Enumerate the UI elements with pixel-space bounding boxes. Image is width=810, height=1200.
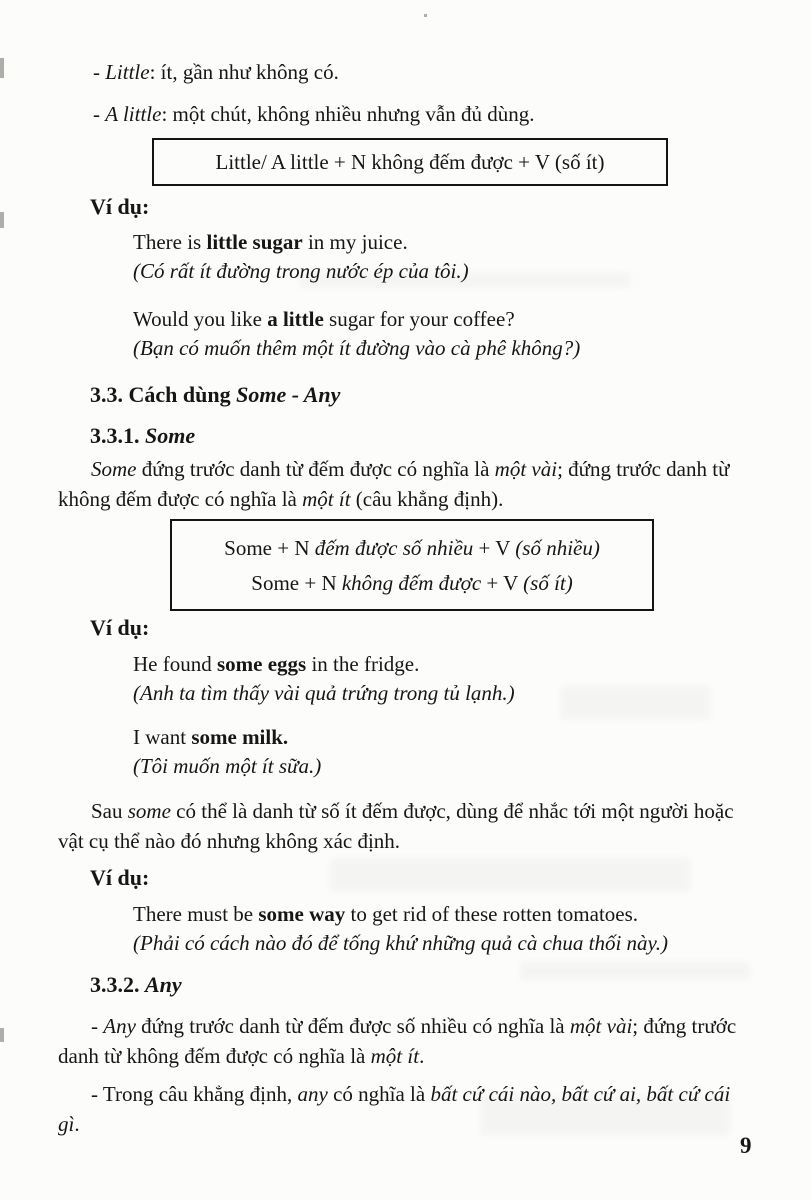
example-sentence: There must be some way to get rid of these rotten tomatoes. bbox=[133, 902, 639, 926]
rule-some-formula-plural: Some + N đếm được số nhiều + V (số nhiều) bbox=[224, 535, 600, 560]
example-translation: (Anh ta tìm thấy vài quả trứng trong tủ lạnh.) bbox=[133, 681, 515, 705]
example-label: Ví dụ: bbox=[90, 865, 150, 890]
example-translation: (Bạn có muốn thêm một ít đường vào cà phê không?) bbox=[133, 336, 581, 360]
rule-little-formula: Little/ A little + N không đếm được + V (số ít) bbox=[215, 150, 605, 174]
example-sentence: I want some milk. bbox=[133, 725, 289, 749]
section-heading-3-3-2: 3.3.2. Any bbox=[90, 972, 182, 997]
definition-little: - Little: ít, gần như không có. bbox=[93, 60, 339, 84]
example-translation: (Có rất ít đường trong nước ép của tôi.) bbox=[133, 259, 469, 283]
scan-speck bbox=[424, 14, 427, 17]
grammar-rule-box-some bbox=[170, 519, 654, 611]
paragraph-some-intro: Some đứng trước danh từ đếm được có nghĩa là một vài; đứng trước danh từ không đếm được có nghĩa là một ít (câu khẳng định). bbox=[58, 457, 730, 511]
scan-edge-mark bbox=[0, 58, 4, 78]
bleed-through-artifact bbox=[330, 858, 690, 892]
paragraph-some-note: Sau some có thể là danh từ số ít đếm được, dùng để nhắc tới một người hoặc vật cụ thể nào đó nhưng không xác định. bbox=[58, 799, 734, 853]
example-translation: (Phải có cách nào đó để tống khứ những quả cà chua thối này.) bbox=[133, 931, 668, 955]
bleed-through-artifact bbox=[560, 686, 710, 720]
section-heading-3-3: 3.3. Cách dùng Some - Any bbox=[90, 382, 341, 407]
page-number: 9 bbox=[740, 1133, 752, 1158]
grammar-rule-box-little bbox=[152, 138, 668, 186]
section-heading-3-3-1: 3.3.1. Some bbox=[90, 423, 196, 448]
example-sentence: There is little sugar in my juice. bbox=[133, 230, 408, 254]
rule-some-formula-uncountable: Some + N không đếm được + V (số ít) bbox=[251, 570, 573, 595]
paragraph-any-2: - Trong câu khẳng định, any có nghĩa là bất cứ cái nào, bất cứ ai, bất cứ cái gì. bbox=[58, 1082, 731, 1136]
example-sentence: He found some eggs in the fridge. bbox=[133, 652, 420, 676]
example-label: Ví dụ: bbox=[90, 615, 150, 640]
example-translation: (Tôi muốn một ít sữa.) bbox=[133, 754, 322, 778]
example-sentence: Would you like a little sugar for your coffee? bbox=[133, 307, 515, 331]
scan-edge-mark bbox=[0, 212, 4, 228]
definition-a-little: - A little: một chút, không nhiều nhưng vẫn đủ dùng. bbox=[93, 102, 535, 126]
paragraph-any-1: - Any đứng trước danh từ đếm được số nhiều có nghĩa là một vài; đứng trước danh từ không đếm được có nghĩa là một ít. bbox=[58, 1014, 737, 1068]
scan-edge-mark bbox=[0, 1028, 4, 1042]
bleed-through-artifact bbox=[520, 962, 750, 980]
example-label: Ví dụ: bbox=[90, 194, 150, 219]
